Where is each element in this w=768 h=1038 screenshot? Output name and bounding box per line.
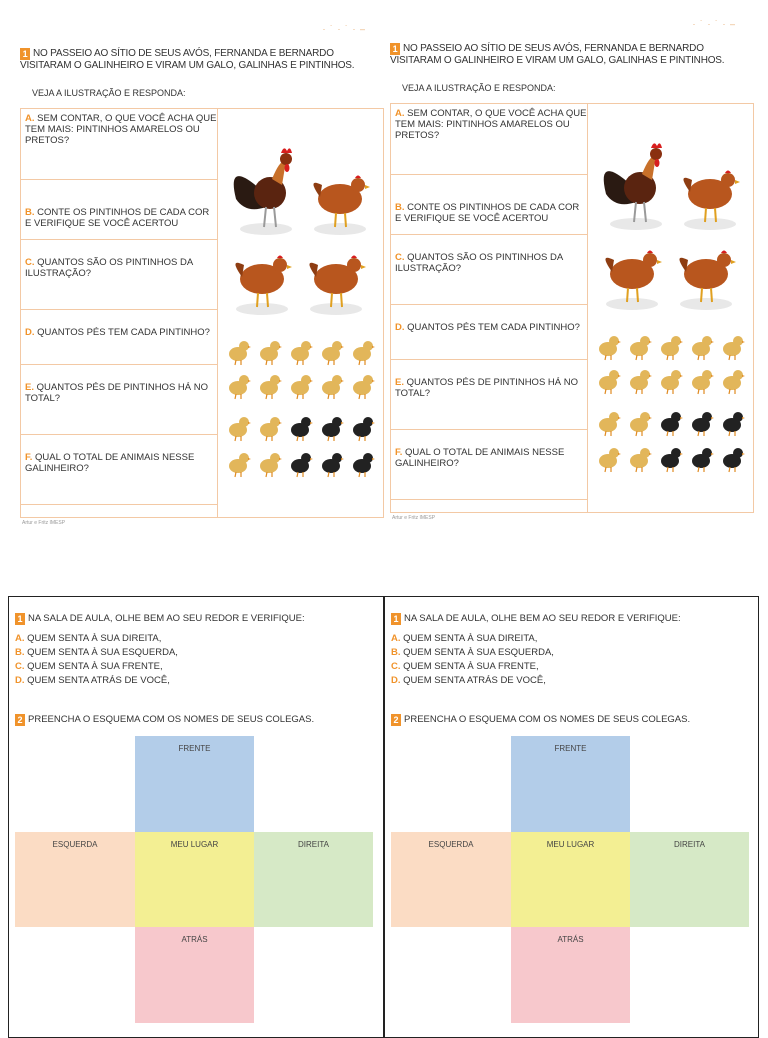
item-text: QUEM SENTA À SUA FRENTE, (403, 661, 539, 672)
hen (679, 251, 736, 311)
question-number-badge: 1 (391, 613, 401, 625)
yellow-chick (692, 370, 714, 394)
cell-back[interactable]: ATRÁS (511, 927, 630, 1023)
instruction-text: VEJA A ILUSTRAÇÃO E RESPONDA: (402, 83, 556, 93)
question-letter: A. (395, 108, 405, 119)
black-chick (291, 417, 313, 441)
worksheet-bottom-left (8, 596, 384, 1038)
yellow-chick (599, 336, 621, 360)
image-credit: Artur e Fritz IMESP (392, 515, 436, 521)
yellow-chick (599, 448, 621, 472)
item-text: QUEM SENTA À SUA DIREITA, (403, 633, 538, 644)
answer-line (391, 499, 587, 500)
answer-line (21, 239, 217, 240)
checklist-item (15, 647, 178, 658)
question-number-badge: 1 (15, 613, 25, 625)
yellow-chick (661, 370, 683, 394)
question-letter: C. (395, 252, 405, 263)
chicken-illustration (588, 104, 754, 512)
item-text: QUEM SENTA ATRÁS DE VOCÊ, (403, 675, 546, 686)
hen (309, 256, 366, 316)
question-letter: E. (25, 382, 34, 393)
cell-left[interactable]: ESQUERDA (391, 832, 511, 927)
item-text: QUEM SENTA ATRÁS DE VOCÊ, (27, 675, 170, 686)
rooster (234, 148, 292, 235)
question-text: CONTE OS PINTINHOS DE CADA COR E VERIFIQUE SE VOCÊ ACERTOU (25, 207, 210, 229)
yellow-chick (260, 375, 282, 399)
yellow-chick (322, 375, 344, 399)
worksheet-bottom-right (384, 596, 759, 1038)
q2-heading (15, 714, 314, 726)
question-item (21, 113, 217, 146)
question-text: QUAL O TOTAL DE ANIMAIS NESSE GALINHEIRO? (25, 452, 195, 474)
question-text: QUANTOS SÃO OS PINTINHOS DA ILUSTRAÇÃO? (395, 252, 563, 274)
answer-line (21, 179, 217, 180)
black-chick (353, 453, 375, 477)
checklist-item (391, 647, 554, 658)
yellow-chick (661, 336, 683, 360)
intro-text: NO PASSEIO AO SÍTIO DE SEUS AVÓS, FERNANDA E BERNARDO VISITARAM O GALINHEIRO E VIRAM UM GALO, GALINHAS E PINTINHOS. (390, 43, 725, 66)
question-letter: D. (25, 327, 35, 338)
item-letter: A. (391, 633, 401, 644)
yellow-chick (353, 341, 375, 365)
black-chick (661, 448, 683, 472)
question-item (21, 257, 217, 279)
black-chick (353, 417, 375, 441)
cell-back[interactable]: ATRÁS (135, 927, 254, 1023)
questions-box (20, 108, 384, 518)
answer-line (21, 434, 217, 435)
item-letter: C. (391, 661, 401, 672)
cell-front[interactable]: FRENTE (135, 736, 254, 832)
question-text: QUANTOS PÉS TEM CADA PINTINHO? (407, 322, 580, 333)
question-item (21, 207, 217, 229)
question-item (391, 108, 587, 141)
checklist-item (15, 675, 170, 686)
question-letter: F. (395, 447, 403, 458)
answer-line (21, 309, 217, 310)
yellow-chick (291, 375, 313, 399)
yellow-chick (630, 448, 652, 472)
yellow-chick (260, 453, 282, 477)
question-item (21, 452, 217, 474)
black-chick (322, 417, 344, 441)
decoration-dots: · ˙ · ˙ · ‒ (322, 24, 366, 34)
intro-text: NO PASSEIO AO SÍTIO DE SEUS AVÓS, FERNANDA E BERNARDO VISITARAM O GALINHEIRO E VIRAM UM GALO, GALINHAS E PINTINHOS. (20, 48, 355, 71)
item-letter: D. (391, 675, 401, 686)
yellow-chick (723, 336, 745, 360)
illustration-panel (587, 104, 754, 512)
cell-right[interactable]: DIREITA (630, 832, 749, 927)
answer-line (21, 364, 217, 365)
decoration-dots: · ˙ · ˙ · ‒ (692, 19, 736, 29)
yellow-chick (599, 412, 621, 436)
item-letter: B. (391, 647, 401, 658)
question-text: QUAL O TOTAL DE ANIMAIS NESSE GALINHEIRO? (395, 447, 565, 469)
cell-front[interactable]: FRENTE (511, 736, 630, 832)
worksheet-top-left (20, 24, 386, 526)
image-credit: Artur e Fritz IMESP (22, 520, 66, 526)
question-number-badge: 1 (390, 43, 400, 55)
item-letter: C. (15, 661, 25, 672)
answer-line (21, 504, 217, 505)
black-chick (692, 412, 714, 436)
yellow-chick (229, 453, 251, 477)
question-item (391, 322, 587, 333)
q1-text: NA SALA DE AULA, OLHE BEM AO SEU REDOR E VERIFIQUE: (404, 613, 681, 624)
item-text: QUEM SENTA À SUA DIREITA, (27, 633, 162, 644)
item-letter: B. (15, 647, 25, 658)
question-item (391, 447, 587, 469)
checklist-item (15, 633, 161, 644)
question-text: QUANTOS PÉS DE PINTINHOS HÁ NO TOTAL? (395, 377, 579, 399)
question-letter: B. (395, 202, 405, 213)
questions-box (390, 103, 754, 513)
black-chick (291, 453, 313, 477)
answer-line (391, 234, 587, 235)
question-letter: D. (395, 322, 405, 333)
q2-text: PREENCHA O ESQUEMA COM OS NOMES DE SEUS COLEGAS. (404, 714, 691, 725)
item-letter: D. (15, 675, 25, 686)
hen (235, 256, 292, 316)
cell-my-place[interactable]: MEU LUGAR (511, 832, 630, 927)
illustration-panel (217, 109, 384, 517)
q1-text: NA SALA DE AULA, OLHE BEM AO SEU REDOR E VERIFIQUE: (28, 613, 305, 624)
q2-text: PREENCHA O ESQUEMA COM OS NOMES DE SEUS COLEGAS. (28, 714, 315, 725)
checklist-item (391, 661, 539, 672)
q1-heading (15, 613, 305, 625)
yellow-chick (630, 336, 652, 360)
question-letter: E. (395, 377, 404, 388)
question-number-badge: 1 (20, 48, 30, 60)
answer-line (391, 304, 587, 305)
black-chick (322, 453, 344, 477)
question-text: QUANTOS PÉS TEM CADA PINTINHO? (37, 327, 210, 338)
chicken-illustration (218, 109, 384, 517)
question-number-badge: 2 (15, 714, 25, 726)
answer-line (391, 359, 587, 360)
item-text: QUEM SENTA À SUA ESQUERDA, (403, 647, 554, 658)
hen (605, 251, 662, 311)
item-text: QUEM SENTA À SUA ESQUERDA, (27, 647, 178, 658)
question-letter: C. (25, 257, 35, 268)
item-text: QUEM SENTA À SUA FRENTE, (27, 661, 163, 672)
question-text: QUANTOS SÃO OS PINTINHOS DA ILUSTRAÇÃO? (25, 257, 193, 279)
questions-column (391, 104, 587, 512)
answer-line (391, 174, 587, 175)
yellow-chick (260, 417, 282, 441)
cell-my-place[interactable]: MEU LUGAR (135, 832, 254, 927)
hen (313, 176, 370, 236)
yellow-chick (692, 336, 714, 360)
question-item (21, 327, 217, 338)
yellow-chick (630, 412, 652, 436)
black-chick (661, 412, 683, 436)
yellow-chick (260, 341, 282, 365)
yellow-chick (599, 370, 621, 394)
yellow-chick (229, 375, 251, 399)
question-text: CONTE OS PINTINHOS DE CADA COR E VERIFIQUE SE VOCÊ ACERTOU (395, 202, 580, 224)
question-item (391, 252, 587, 274)
yellow-chick (291, 341, 313, 365)
question-item (21, 382, 217, 404)
yellow-chick (353, 375, 375, 399)
yellow-chick (723, 370, 745, 394)
item-letter: A. (15, 633, 25, 644)
black-chick (723, 448, 745, 472)
checklist-item (391, 675, 546, 686)
worksheet-top-right (390, 19, 756, 525)
questions-column (21, 109, 217, 517)
yellow-chick (630, 370, 652, 394)
black-chick (692, 448, 714, 472)
question-text: SEM CONTAR, O QUE VOCÊ ACHA QUE TEM MAIS: PINTINHOS AMARELOS OU PRETOS? (395, 108, 587, 141)
question-text: SEM CONTAR, O QUE VOCÊ ACHA QUE TEM MAIS: PINTINHOS AMARELOS OU PRETOS? (25, 113, 217, 146)
black-chick (723, 412, 745, 436)
question-item (391, 202, 587, 224)
answer-line (391, 429, 587, 430)
question-letter: B. (25, 207, 35, 218)
question-intro (20, 48, 370, 72)
question-text: QUANTOS PÉS DE PINTINHOS HÁ NO TOTAL? (25, 382, 209, 404)
question-number-badge: 2 (391, 714, 401, 726)
yellow-chick (229, 341, 251, 365)
cell-left[interactable]: ESQUERDA (15, 832, 135, 927)
yellow-chick (322, 341, 344, 365)
checklist-item (391, 633, 537, 644)
yellow-chick (229, 417, 251, 441)
question-letter: A. (25, 113, 35, 124)
cell-right[interactable]: DIREITA (254, 832, 373, 927)
checklist-item (15, 661, 163, 672)
instruction-text: VEJA A ILUSTRAÇÃO E RESPONDA: (32, 88, 186, 98)
rooster (604, 143, 662, 230)
question-intro (390, 43, 740, 67)
question-item (391, 377, 587, 399)
q1-heading (391, 613, 681, 625)
question-letter: F. (25, 452, 33, 463)
hen (683, 171, 740, 231)
q2-heading (391, 714, 690, 726)
